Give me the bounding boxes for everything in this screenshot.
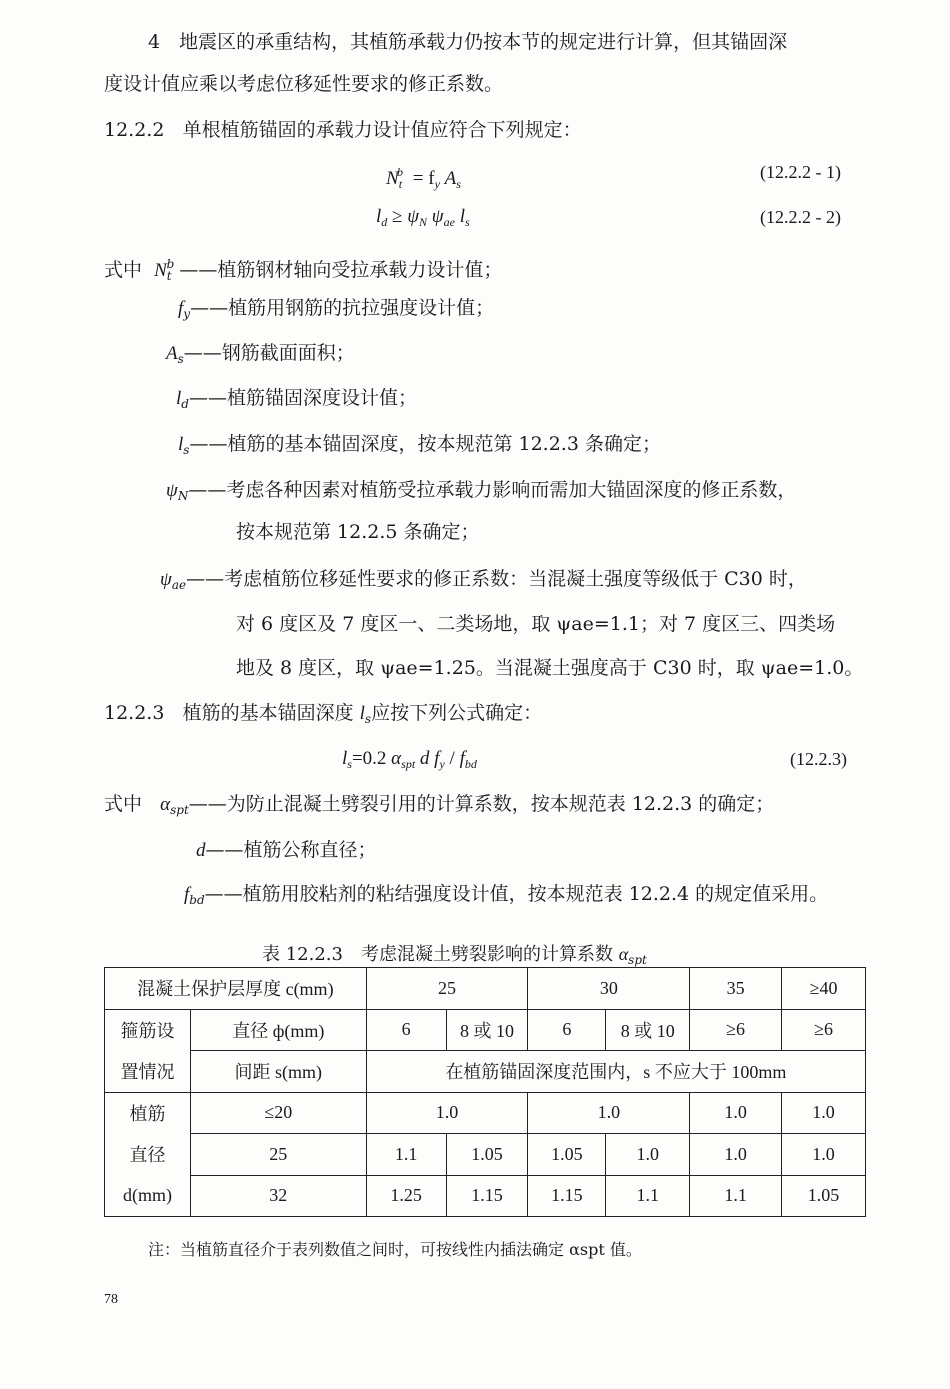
bar-group-label-3: d(mm) [105,1175,191,1217]
cell: 1.0 [528,1092,690,1134]
def-psiae-cont-2: 地及 8 度区，取 ψae=1.25。当混凝土强度高于 C30 时，取 ψae=1.0。 [236,657,864,679]
cell: 1.0 [690,1092,782,1134]
table-note: 注：当植筋直径介于表列数值之间时，可按线性内插法确定 αspt 值。 [148,1240,642,1259]
cover-thickness-label: 混凝土保护层厚度 c(mm) [105,968,367,1010]
stirrup-group-label-1: 箍筋设 [105,1009,191,1051]
def-text: ——植筋的基本锚固深度，按本规范第 12.2.3 条确定； [189,433,661,455]
equation-2: $l_d \ge \psi_N$ $\psi_{ae}$ $l_s$ [376,206,470,229]
section-12-2-2 [104,118,582,142]
def-psiae: $\psi_{ae}——$考虑植筋位移延性要求的修正系数：当混凝土强度等级低于 C30 时， [160,568,807,592]
table-row [105,1175,866,1217]
def-lead: 式中 [104,259,143,281]
def-text: ——为防止混凝土劈裂引用的计算系数，按本规范表 12.2.3 的确定； [188,793,775,815]
table-row [105,968,866,1010]
cell: 1.0 [606,1134,690,1176]
cell: 1.15 [446,1175,528,1217]
section-12-2-3: 12.2.3 植筋的基本锚固深度 $l_s$应按下列公式确定： [104,702,543,726]
equation-3: $l_s=0.2$ $\alpha_{spt}$ d $f_y / f_{bd}$ [342,748,477,771]
def-text: ——植筋用胶粘剂的粘结强度设计值，按本规范表 12.2.4 的规定值采用。 [204,883,829,905]
def-text: ——植筋锚固深度设计值； [188,387,417,409]
equation-3-number: (12.2.3) [790,749,847,769]
def-text: ——植筋钢材轴向受拉承载力设计值； [179,259,503,281]
stirrup-diameter-label: 直径 ф(mm) [190,1009,366,1051]
table-caption [262,940,647,967]
caption-symbol: α [618,944,629,964]
bar-group-label-2: 直径 [105,1134,191,1176]
def-fy: $f_y——$植筋用钢筋的抗拉强度设计值； [178,297,495,321]
cell: ≥40 [782,968,866,1010]
page-number: 78 [104,1292,118,1307]
table-row [105,1051,866,1093]
def-d: d——植筋公称直径； [196,839,377,861]
cell: 35 [690,968,782,1010]
equation-1-number: (12.2.2 - 1) [760,162,841,182]
table-row [105,1134,866,1176]
cell: 1.0 [782,1134,866,1176]
cell: 1.05 [782,1175,866,1217]
cell: ≥6 [690,1009,782,1051]
cell: 1.1 [606,1175,690,1217]
def-fbd: $f_{bd}——$植筋用胶粘剂的粘结强度设计值，按本规范表 12.2.4 的规定值采用。 [184,883,829,907]
def-text: ——考虑植筋位移延性要求的修正系数：当混凝土强度等级低于 C30 时， [186,568,807,590]
cell: ≥6 [782,1009,866,1051]
cell: 1.0 [690,1134,782,1176]
para-line-2: 度设计值应乘以考虑位移延性要求的修正系数。 [104,73,504,95]
equation-2-number: (12.2.2 - 2) [760,207,841,227]
section-text: 单根植筋锚固的承载力设计值应符合下列规定： [182,119,582,141]
def-text: ——考虑各种因素对植筋受拉承载力影响而需加大锚固深度的修正系数， [188,479,797,501]
def-text: ——植筋公称直径； [205,839,377,861]
caption-text: 表 12.2.3 考虑混凝土劈裂影响的计算系数 [262,944,613,965]
def-psiae-cont-1: 对 6 度区及 7 度区一、二类场地，取 ψae=1.1；对 7 度区三、四类场 [236,613,836,635]
caption-symbol-sub: spt [628,953,647,967]
eq3-expr: =0.2 [351,748,387,769]
equation-1: $N_t^b = f_y$ $A_s$ [386,165,461,191]
bar-group-label-1: 植筋 [105,1092,191,1134]
coefficient-table [104,967,866,1217]
def-psiN: $\psi_N——$考虑各种因素对植筋受拉承载力影响而需加大锚固深度的修正系数， [166,479,797,503]
def-ld: $l_d——$植筋锚固深度设计值； [176,387,417,411]
cell: 1.1 [690,1175,782,1217]
cell: 1.1 [366,1134,446,1176]
section-number: 12.2.3 [104,702,165,724]
cell: 8 或 10 [446,1009,528,1051]
def-ls: $l_s——$植筋的基本锚固深度，按本规范第 12.2.3 条确定； [178,433,661,457]
cell: 1.0 [366,1092,528,1134]
cell: 6 [366,1009,446,1051]
def-text: ——钢筋截面面积； [183,342,355,364]
cell: 6 [528,1009,606,1051]
stirrup-spacing-label: 间距 s(mm) [190,1051,366,1093]
spacing-rule: 在植筋锚固深度范围内，s 不应大于 100mm [366,1051,865,1093]
table-row [105,1092,866,1134]
cell: 30 [528,968,690,1010]
section-number: 12.2.2 [104,119,165,141]
section-text-2: 应按下列公式确定： [371,702,543,724]
cell: 8 或 10 [606,1009,690,1051]
table-row [105,1009,866,1051]
def-psiN-cont: 按本规范第 12.2.5 条确定； [236,521,480,543]
def-lead: 式中 [104,793,143,815]
def-Ntb: 式中 $N_t^b$ ——植筋钢材轴向受拉承载力设计值； [104,257,503,283]
eq2-expr: ≥ [392,206,403,227]
section-text: 植筋的基本锚固深度 [182,702,360,724]
cell: 1.15 [528,1175,606,1217]
cell: 25 [366,968,528,1010]
bar-diameter: 25 [190,1134,366,1176]
cell: 1.25 [366,1175,446,1217]
cell: 1.05 [528,1134,606,1176]
para-line-1: 4 地震区的承重结构，其植筋承载力仍按本节的规定进行计算，但其锚固深 [148,31,788,53]
def-text: ——植筋用钢筋的抗拉强度设计值； [190,297,495,319]
def-As: $A_s——$钢筋截面面积； [166,342,355,366]
cell: 1.0 [782,1092,866,1134]
eq1-expr: = f [412,168,435,189]
cell: 1.05 [446,1134,528,1176]
def-alpha: 式中 $\alpha_{spt}——$为防止混凝土劈裂引用的计算系数，按本规范表 12.2.3 的确定； [104,793,775,817]
bar-diameter: ≤20 [190,1092,366,1134]
stirrup-group-label-2: 置情况 [105,1051,191,1093]
bar-diameter: 32 [190,1175,366,1217]
